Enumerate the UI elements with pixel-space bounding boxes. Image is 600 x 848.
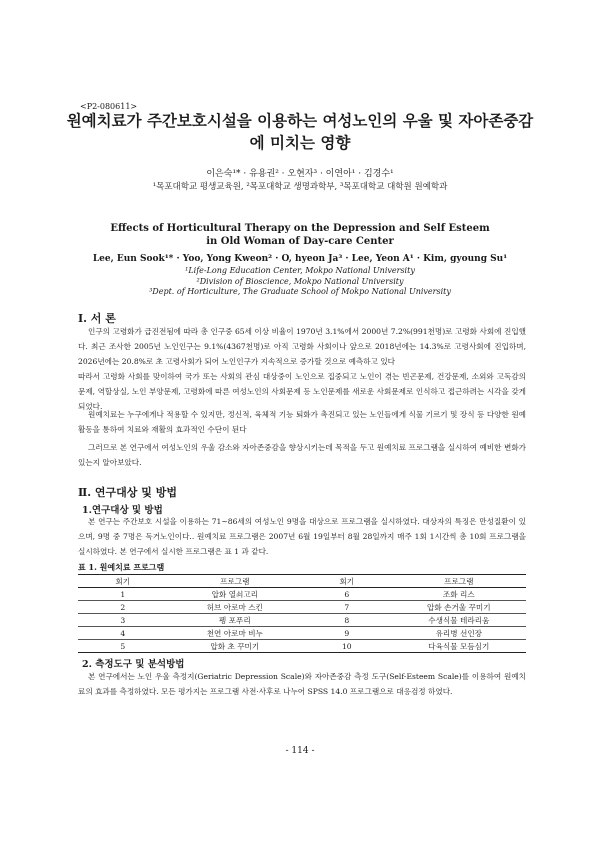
section-1-paragraph-3: 원예치료는 누구에게나 적용할 수 있지만, 정신적, 육체적 기능 퇴화가 촉진되고 있는 노인들에게 식물 기르기 및 장식 등 다양한 원예활동을 통하여 치료와 재활의 효과적인 수단이 된다 — [78, 410, 526, 434]
section-1-paragraph-2: 따라서 고령화 사회를 맞이하여 국가 또는 사회의 관심 대상중이 노인으로 집중되고 노인이 겪는 빈곤문제, 건강문제, 소외와 고독감의 문제, 역할상실, 노인 부양문제, 고령화에 따른 여성노인의 사회문제 등 노인문제를 새로운 사회문제로 인식하고 접근하려는 시각을 갖게 되었다. — [78, 372, 526, 411]
section-1-paragraph-4: 그러므로 본 연구에서 여성노인의 우울 감소와 자아존중감을 향상시키는데 목적을 두고 원예치료 프로그램을 실시하여 예비한 변화가 있는지 알아보았다. — [78, 443, 526, 467]
table-row — [78, 627, 526, 640]
table-row — [78, 640, 526, 653]
table-header-session-1: 회기 — [78, 575, 168, 588]
section-1-heading: Ⅰ. 서 론 — [78, 312, 116, 325]
table-cell: 9 — [302, 627, 392, 640]
table-header-session-2: 회기 — [302, 575, 392, 588]
table-cell: 허브 아로마 스킨 — [168, 601, 302, 614]
table-cell: 압화 손거울 꾸미기 — [392, 601, 526, 614]
table-cell: 펭 포푸리 — [168, 614, 302, 627]
table-cell: 4 — [78, 627, 168, 640]
table-cell: 8 — [302, 614, 392, 627]
table-cell: 유리병 선인장 — [392, 627, 526, 640]
page-number: - 114 - — [285, 746, 315, 756]
korean-title: 원예치료가 주간보호시설을 이용하는 여성노인의 우울 및 자아존중감에 미치는 영향 — [66, 111, 534, 152]
english-title-line-1: Effects of Horticultural Therapy on the Depression and Self Esteem — [110, 223, 490, 234]
table-cell: 다육식물 모듬심기 — [392, 640, 526, 653]
table-cell: 조화 리스 — [392, 588, 526, 601]
subsection-1-text: 본 연구는 주간보호 시설을 이용하는 71~86세의 여성노인 9명을 대상으로 프로그램을 실시하였다. 대상자의 특징은 만성질환이 있으며, 9명 중 7명은 독거노인이다.. 원예치료 프로그램은 2007년 6월 19일부터 8월 28일까지 매주 1회 1시간씩 총 10회 프로그램을 실시하였다. 본 연구에서 실시한 프로그램은 표 1 과 같다. — [78, 517, 526, 556]
table-cell: 7 — [302, 601, 392, 614]
table-header-program-1: 프로그램 — [168, 575, 302, 588]
table-row — [78, 614, 526, 627]
english-affiliation-1: ¹Life-Long Education Center, Mokpo National University — [185, 266, 415, 275]
table-cell: 2 — [78, 601, 168, 614]
korean-affiliations: ¹목포대학교 평생교육원, ²목포대학교 생명과학부, ³목포대학교 대학원 원예학과 — [152, 182, 448, 192]
table-cell: 1 — [78, 588, 168, 601]
table-cell: 6 — [302, 588, 392, 601]
subsection-1-heading: 1.연구대상 및 방법 — [82, 505, 163, 516]
table-row — [78, 588, 526, 601]
table-cell: 5 — [78, 640, 168, 653]
subsection-2-heading: 2. 측정도구 및 분석방법 — [82, 659, 185, 670]
section-1-paragraph-1: 인구의 고령화가 급진전됨에 따라 총 인구중 65세 이상 비율이 1970년 3.1%에서 2000년 7.2%(991천명)로 고령화 사회에 진입했다. 최근 조사한 2005년 노인인구는 9.1%(4367천명)로 아직 고령화 사회이나 앞으로 2018년에는 14.3%로 고령사회에 진입하며, 2026년에는 20.8%로 초 고령사회가 되어 노인인구가 지속적으로 증가할 것으로 예측하고 있다 — [78, 327, 526, 366]
korean-authors: 이은숙¹* · 유용권² · 오현자³ · 이연아¹ · 김경수¹ — [206, 169, 394, 179]
english-affiliations — [60, 266, 540, 298]
english-title-line-2: in Old Woman of Day-care Center — [206, 236, 394, 247]
table-cell: 압화 초 꾸미기 — [168, 640, 302, 653]
table-header-row — [78, 575, 526, 588]
table-row — [78, 601, 526, 614]
subsection-2-text: 본 연구에서는 노인 우울 측정지(Geriatric Depression Scale)와 자아존중감 측정 도구(Self-Esteem Scale)를 이용하여 원예치료의 효과를 측정하였다. 모든 평가지는 프로그램 사전·사후로 나누어 SPSS 14.0 프로그램으로 대응검정 하였다. — [78, 672, 526, 696]
section-2-heading: Ⅱ. 연구대상 및 방법 — [78, 486, 177, 499]
english-authors: Lee, Eun Sook¹* · Yoo, Yong Kweon² · O, hyeon Ja³ · Lee, Yeon A¹ · Kim, gyoung Su¹ — [92, 254, 508, 264]
paper-code: <P2-080611> — [80, 102, 138, 111]
table-cell: 압화 열쇠고리 — [168, 588, 302, 601]
table-cell: 10 — [302, 640, 392, 653]
table-cell: 천연 아로마 비누 — [168, 627, 302, 640]
table-cell: 3 — [78, 614, 168, 627]
table-header-program-2: 프로그램 — [392, 575, 526, 588]
table-cell: 수생식물 테라리움 — [392, 614, 526, 627]
english-title — [60, 222, 540, 248]
english-affiliation-3: ³Dept. of Horticulture, The Graduate School of Mokpo National University — [149, 287, 451, 296]
english-affiliation-2: ²Division of Bioscience, Mokpo National University — [196, 276, 404, 286]
program-table — [78, 574, 526, 653]
table-caption: 표 1. 원예치료 프로그램 — [78, 562, 165, 572]
